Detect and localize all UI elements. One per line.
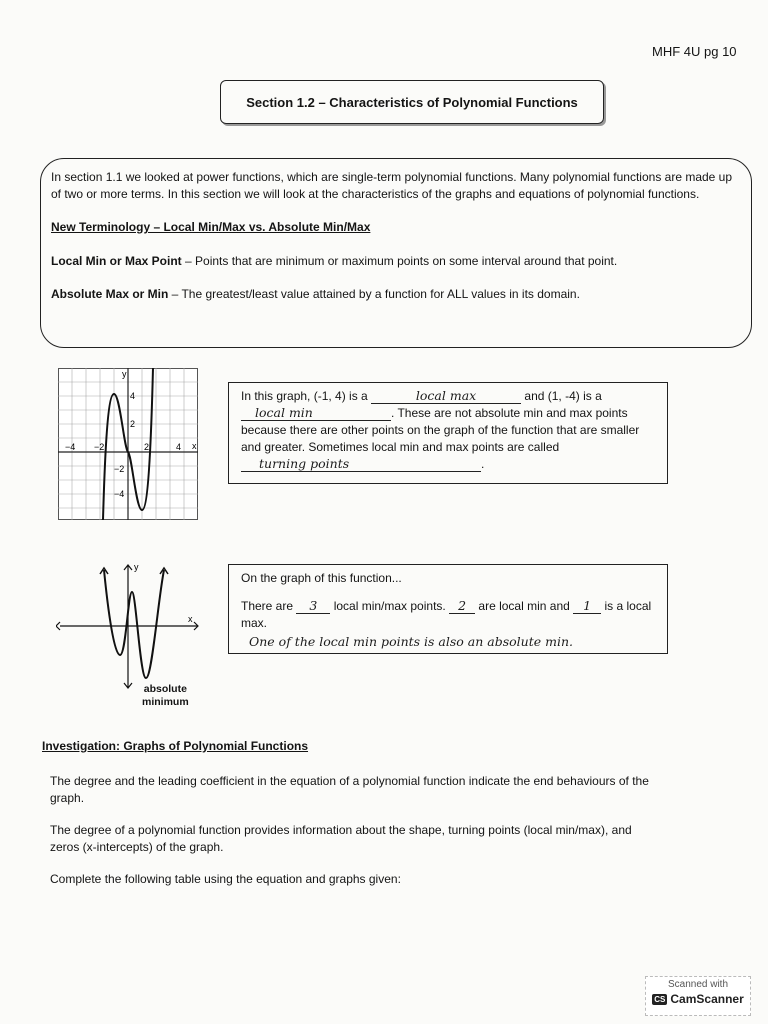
intro-box	[40, 158, 752, 348]
watermark-brand: CamScanner	[670, 992, 744, 1006]
local-min-max-box	[228, 382, 668, 484]
x-tick-label: −2	[94, 442, 105, 452]
y-tick-label: 4	[130, 391, 136, 401]
absolute-def-text: – The greatest/least value attained by a function for ALL values in its domain.	[168, 287, 580, 301]
watermark-line2	[646, 992, 750, 1006]
section-title-text: Section 1.2 – Characteristics of Polynomial Functions	[246, 94, 578, 110]
box2-text: local min/max points.	[330, 599, 450, 613]
box2-text: There are	[241, 599, 297, 613]
terminology-heading: New Terminology – Local Min/Max vs. Absolute Min/Max	[51, 220, 371, 234]
y-tick-label: −4	[114, 489, 125, 499]
cubic-graph	[58, 368, 198, 520]
answer-count: 3	[296, 598, 330, 614]
x-axis-label: x	[188, 614, 193, 624]
box1-text: In this graph, (-1, 4) is a	[241, 389, 372, 403]
investigation-instruction: Complete the following table using the equation and graphs given:	[50, 872, 401, 886]
local-definition	[51, 253, 739, 270]
box2-text: are local min and	[475, 599, 574, 613]
page-reference: MHF 4U pg 10	[652, 44, 737, 59]
caption-line: absolute	[143, 683, 187, 695]
box1-text: and (1, -4) is a	[521, 389, 602, 403]
x-tick-label: 4	[176, 442, 182, 452]
function-graph-box	[228, 564, 668, 654]
box2-text: is a local max.	[241, 599, 652, 630]
answer-local-max-count: 1	[573, 598, 601, 614]
quartic-graph	[56, 560, 202, 690]
local-term: Local Min or Max Point	[51, 253, 182, 268]
absolute-term: Absolute Max or Min	[51, 287, 169, 301]
box1-text: .	[481, 457, 485, 471]
box1-text: . These are not absolute min and max points because there are other points on the graph of the function that are smaller and greater. Sometimes local min and max points are called	[241, 406, 640, 454]
intro-paragraph: In section 1.1 we looked at power functions, which are single-term polynomial functions. Many polynomial functions are made up of two or more terms. In this section we will look at the characteristics of the graphs and equations of polynomial functions.	[51, 170, 733, 201]
watermark-line1: Scanned with	[667, 979, 729, 990]
polynomial-curve	[104, 570, 164, 678]
caption-line: minimum	[142, 696, 189, 708]
absolute-minimum-caption	[142, 683, 189, 709]
investigation-paragraph: The degree and the leading coefficient in the equation of a polynomial function indicate the end behaviours of the graph.	[50, 774, 649, 805]
local-def-text: – Points that are minimum or maximum points on some interval around that point.	[181, 253, 618, 268]
investigation-paragraph: The degree of a polynomial function provides information about the shape, turning points (local min/max), and zeros (x-intercepts) of the graph.	[50, 823, 632, 854]
answer-local-max: local max	[371, 388, 521, 404]
x-tick-label: 2	[144, 442, 150, 452]
box2-intro: On the graph of this function...	[241, 571, 402, 585]
y-tick-label: −2	[114, 464, 125, 474]
y-axis-label: y	[122, 369, 127, 379]
camscanner-watermark	[645, 976, 751, 1016]
y-axis-label: y	[134, 562, 139, 572]
answer-local-min-count: 2	[449, 598, 475, 614]
absolute-definition	[51, 286, 739, 303]
x-axis-label: x	[192, 441, 197, 451]
y-tick-label: 2	[130, 419, 136, 429]
x-axis-arrow-left	[56, 622, 60, 630]
camscanner-logo-icon: CS	[654, 995, 666, 1004]
investigation-heading: Investigation: Graphs of Polynomial Functions	[42, 739, 309, 753]
x-tick-label: −4	[65, 442, 76, 452]
answer-local-min: local min	[241, 405, 391, 421]
handwritten-note: One of the local min points is also an absolute min.	[249, 634, 573, 649]
section-title	[220, 80, 604, 124]
answer-turning-points: turning points	[241, 456, 481, 472]
